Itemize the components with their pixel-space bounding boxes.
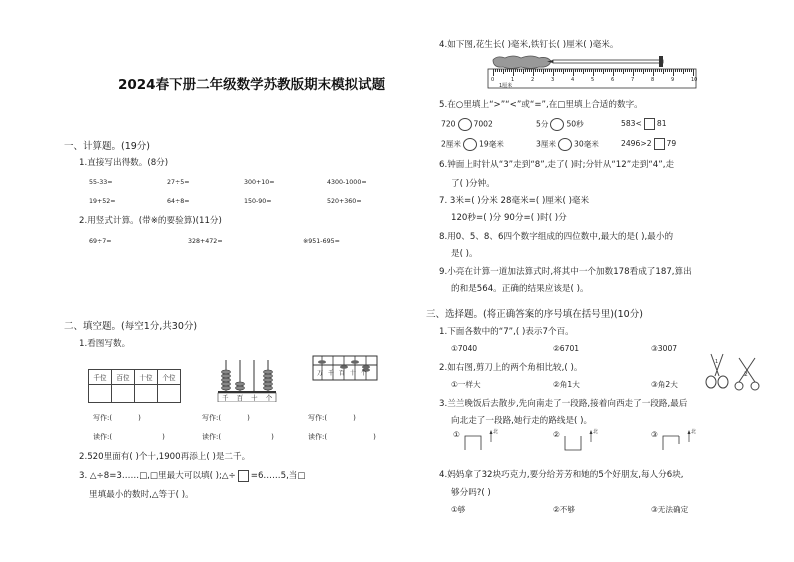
compare-item: 2496>2 79 — [621, 139, 677, 148]
digit-box[interactable] — [644, 118, 655, 130]
ruler-tick — [667, 69, 668, 72]
ruler-tick — [641, 69, 642, 72]
pv-header: 千位 — [89, 370, 112, 385]
read-line-2: 读作:( ) — [202, 433, 274, 441]
ruler-tick — [543, 69, 544, 74]
ruler-tick — [591, 69, 592, 72]
ruler-tick — [685, 69, 686, 72]
ruler-tick — [537, 69, 538, 72]
ruler-tick — [611, 69, 612, 72]
ruler-tick — [577, 69, 578, 72]
ruler-number: 10 — [691, 77, 698, 83]
read-line-3: 读作:( ) — [308, 433, 376, 441]
calc-item: 19+52= — [89, 198, 116, 205]
ruler-tick — [693, 69, 694, 76]
choice-question-3-line-2: 向北走了一段路,她行走的路线是( )。 — [451, 416, 593, 426]
ruler-tick — [587, 69, 588, 72]
question-vertical-calc: 2.用竖式计算。(带※的要验算)(11分) — [79, 216, 222, 226]
ruler-tick — [549, 69, 550, 72]
route-option-label[interactable]: ① — [453, 430, 460, 439]
fill-question-5: 5.在○里填上“>”“<”或“=”,在□里填上合适的数字。 — [439, 100, 643, 110]
ruler-tick — [503, 69, 504, 74]
ruler-tick — [563, 69, 564, 74]
ruler-tick — [633, 69, 634, 76]
ruler-tick — [531, 69, 532, 72]
write-line-1: 写作:( ) — [93, 414, 141, 422]
calc-item: 64÷8= — [167, 198, 190, 205]
ruler-tick — [625, 69, 626, 72]
choice-option[interactable]: ①一样大 — [451, 380, 481, 389]
ruler-tick — [631, 69, 632, 72]
ruler-tick — [589, 69, 590, 72]
calc-item: 55-33= — [89, 179, 113, 186]
choice-question-4-line-2: 够分吗?( ) — [451, 488, 491, 498]
route-option-label[interactable]: ② — [553, 430, 560, 439]
digit-box[interactable] — [654, 138, 665, 150]
ruler-tick — [607, 69, 608, 72]
compare-item: 2厘米 19毫米 — [441, 138, 504, 151]
ruler-number: 2 — [531, 77, 535, 83]
page-title: 2024春下册二年级数学苏教版期末模拟试题 — [118, 77, 386, 93]
ruler-tick — [689, 69, 690, 72]
abacus-2-labels — [317, 368, 367, 377]
ruler-tick — [509, 69, 510, 72]
ruler-tick — [687, 69, 688, 72]
ruler-tick — [621, 69, 622, 72]
ruler-tick — [655, 69, 656, 72]
north-label: 北 — [493, 429, 499, 435]
abacus-label: 十 — [349, 370, 356, 377]
ruler-tick — [547, 69, 548, 72]
ruler-number: 0 — [491, 77, 495, 83]
choice-question-4-line-1: 4.妈妈拿了32块巧克力,要分给芳芳和她的5个好朋友,每人分6块, — [439, 470, 684, 480]
calc-item: 150-90= — [244, 198, 272, 205]
ruler-tick — [679, 69, 680, 72]
ruler-tick — [597, 69, 598, 72]
ruler-tick — [569, 69, 570, 72]
ruler-number: 5 — [591, 77, 595, 83]
fill-question-3-line-1: 3. △÷8=3……□,□里最大可以填( );△÷ =6……5,当□ — [79, 471, 306, 481]
ruler-tick — [645, 69, 646, 72]
choice-question-2: 2.如右图,剪刀上的两个角相比较,( )。 — [439, 363, 583, 373]
ruler-tick — [683, 69, 684, 74]
abacus-label: 千 — [327, 370, 334, 377]
ruler-tick — [571, 69, 572, 72]
nail-icon — [553, 60, 663, 63]
ruler-tick — [517, 69, 518, 72]
ruler-tick — [629, 69, 630, 72]
compare-item: 3厘米 30毫米 — [536, 138, 599, 151]
ruler-tick — [565, 69, 566, 72]
ruler-tick — [659, 69, 660, 72]
section-calculation: 一、计算题。(19分) — [64, 141, 151, 152]
ruler-tick — [497, 69, 498, 72]
abacus-label: 十 — [251, 394, 258, 402]
ruler-tick — [519, 69, 520, 72]
ruler-tick — [677, 69, 678, 72]
ruler-tick — [603, 69, 604, 74]
ruler-tick — [617, 69, 618, 72]
fill-question-8-line-1: 8.用0、5、8、6四个数字组成的四位数中,最大的是( ),最小的 — [439, 232, 674, 242]
ruler-tick — [599, 69, 600, 72]
ruler-tick — [553, 69, 554, 76]
compare-circle[interactable] — [458, 118, 472, 131]
choice-option[interactable]: ③角2大 — [651, 380, 678, 389]
ruler-tick — [559, 69, 560, 72]
ruler-number: 6 — [611, 77, 615, 83]
compare-item: 720 7002 — [441, 118, 493, 131]
write-line-2: 写作:( ) — [202, 414, 250, 422]
ruler-tick — [661, 69, 662, 72]
choice-question-3-line-1: 3.兰兰晚饭后去散步,先向南走了一段路,接着向西走了一段路,最后 — [439, 399, 688, 409]
choice-option[interactable]: ①7040 — [451, 344, 478, 353]
compare-circle[interactable] — [558, 138, 572, 151]
fill-question-4: 4.如下图,花生长( )毫米,铁钉长( )厘米( )毫米。 — [439, 40, 619, 50]
ruler-number: 7 — [631, 77, 635, 83]
choice-option[interactable]: ②角1大 — [553, 380, 580, 389]
ruler-tick — [523, 69, 524, 74]
place-value-table — [88, 369, 181, 403]
write-line-3: 写作:( ) — [308, 414, 356, 422]
ruler-tick — [521, 69, 522, 72]
peanut-icon — [493, 56, 551, 69]
ruler-tick — [583, 69, 584, 74]
fill-question-9-line-1: 9.小亮在计算一道加法算式时,将其中一个加数178看成了187,算出 — [439, 267, 692, 277]
ruler-tick — [529, 69, 530, 72]
question-read-write: 1.看图写数。 — [79, 339, 131, 349]
ruler-tick — [545, 69, 546, 72]
calc-item: 520+360= — [327, 198, 362, 205]
ruler-tick — [513, 69, 514, 76]
ruler-tick — [527, 69, 528, 72]
abacus-label: 百 — [236, 394, 244, 402]
ruler-tick — [639, 69, 640, 72]
ruler-number: 9 — [671, 77, 675, 83]
svg-text:1: 1 — [715, 359, 719, 365]
ruler-tick — [649, 69, 650, 72]
fill-question-9-line-2: 的和是564。正确的结果应该是( )。 — [451, 284, 589, 294]
pv-header: 十位 — [135, 370, 158, 385]
ruler-tick — [555, 69, 556, 72]
choice-option[interactable]: ①够 — [451, 505, 466, 514]
ruler-tick — [493, 69, 494, 76]
abacus-label: 个 — [265, 394, 273, 402]
choice-option[interactable]: ②不够 — [553, 505, 575, 514]
fill-question-3-line-2: 里填最小的数时,△等于( )。 — [89, 490, 194, 500]
blank-box — [238, 470, 249, 482]
ruler-tick — [635, 69, 636, 72]
ruler-tick — [595, 69, 596, 72]
calc-item: 300+10= — [244, 179, 275, 186]
ruler-tick — [637, 69, 638, 72]
ruler-tick — [601, 69, 602, 72]
ruler-tick — [499, 69, 500, 72]
compare-item: 5分 50秒 — [536, 118, 584, 131]
ruler-tick — [501, 69, 502, 72]
ruler-tick — [643, 69, 644, 74]
ruler-tick — [663, 69, 664, 74]
svg-text:2: 2 — [744, 371, 748, 378]
compare-circle[interactable] — [463, 138, 477, 151]
ruler — [488, 69, 698, 89]
ruler-ticks — [488, 69, 698, 89]
ruler-tick — [561, 69, 562, 72]
ruler-tick — [627, 69, 628, 72]
ruler-tick — [515, 69, 516, 72]
ruler-tick — [681, 69, 682, 72]
ruler-tick — [585, 69, 586, 72]
section-fill-blank: 二、填空题。(每空1分,共30分) — [64, 321, 198, 332]
choice-option[interactable]: ③无法确定 — [651, 505, 689, 514]
compare-item: 583< 81 — [621, 119, 667, 128]
ruler-unit-label: 1厘米 — [499, 83, 513, 89]
ruler-tick — [495, 69, 496, 72]
ruler-tick — [673, 69, 674, 76]
ruler-tick — [623, 69, 624, 74]
ruler-tick — [605, 69, 606, 72]
ruler-tick — [511, 69, 512, 72]
ruler-number: 1 — [511, 77, 515, 83]
scissors-icon — [703, 352, 763, 392]
ruler-tick — [539, 69, 540, 72]
ruler-tick — [609, 69, 610, 72]
choice-option[interactable]: ③3007 — [651, 344, 678, 353]
ruler-tick — [535, 69, 536, 72]
ruler-tick — [573, 69, 574, 76]
ruler-tick — [613, 69, 614, 76]
ruler-tick — [567, 69, 568, 72]
abacus-label: 个 — [360, 370, 367, 377]
abacus-label: 百 — [338, 370, 345, 377]
vertical-calc-item: 328+472= — [188, 238, 223, 245]
fill-question-6-line-1: 6.钟面上时针从“3”走到“8”,走了( )时;分针从“12”走到“4”,走 — [439, 160, 675, 170]
north-label: 北 — [691, 429, 697, 435]
ruler-tick — [505, 69, 506, 72]
ruler-tick — [525, 69, 526, 72]
ruler-tick — [665, 69, 666, 72]
choice-question-1: 1.下面各数中的“7”,( )表示7个百。 — [439, 327, 574, 337]
ruler-number: 3 — [551, 77, 555, 83]
abacus-label: 千 — [222, 394, 229, 402]
ruler-tick — [557, 69, 558, 72]
ruler-tick — [691, 69, 692, 72]
ruler-number: 4 — [571, 77, 575, 83]
vertical-calc-item: 69÷7= — [89, 238, 112, 245]
ruler-tick — [551, 69, 552, 72]
ruler-tick — [651, 69, 652, 72]
fill-question-7-line-2: 120秒=( )分 90分=( )时( )分 — [451, 213, 567, 223]
route-option-label[interactable]: ③ — [651, 430, 658, 439]
ruler-tick — [507, 69, 508, 72]
ruler-tick — [579, 69, 580, 72]
abacus-1-labels — [222, 393, 272, 402]
ruler-tick — [675, 69, 676, 72]
calc-item: 4300-1000= — [327, 179, 367, 186]
ruler-tick — [541, 69, 542, 72]
ruler-tick — [653, 69, 654, 76]
compare-circle[interactable] — [550, 118, 564, 131]
calc-item: 27÷5= — [167, 179, 190, 186]
ruler-tick — [669, 69, 670, 72]
ruler-tick — [533, 69, 534, 76]
ruler-tick — [593, 69, 594, 76]
abacus-label: 万 — [317, 370, 324, 377]
ruler-tick — [619, 69, 620, 72]
ruler-number: 8 — [651, 77, 655, 83]
pv-header: 百位 — [112, 370, 135, 385]
ruler-tick — [581, 69, 582, 72]
fill-question-2: 2.520里面有( )个十,1900再添上( )是二千。 — [79, 452, 251, 462]
read-line-1: 读作:( ) — [93, 433, 165, 441]
choice-option[interactable]: ②6701 — [553, 344, 580, 353]
ruler-tick — [671, 69, 672, 72]
fill-question-7-line-1: 7. 3米=( )分米 28毫米=( )厘米( )毫米 — [439, 196, 590, 206]
fill-question-8-line-2: 是( )。 — [451, 249, 478, 259]
north-label: 北 — [593, 429, 599, 435]
ruler-tick — [657, 69, 658, 72]
pv-header: 个位 — [158, 370, 181, 385]
section-multiple-choice: 三、选择题。(将正确答案的序号填在括号里)(10分) — [426, 309, 643, 320]
fill-question-6-line-2: 了( )分钟。 — [451, 179, 495, 189]
ruler-tick — [575, 69, 576, 72]
ruler-tick — [647, 69, 648, 72]
vertical-calc-item: ※951-695= — [303, 238, 340, 245]
question-oral-calc: 1.直接写出得数。(8分) — [79, 158, 169, 168]
ruler-tick — [615, 69, 616, 72]
